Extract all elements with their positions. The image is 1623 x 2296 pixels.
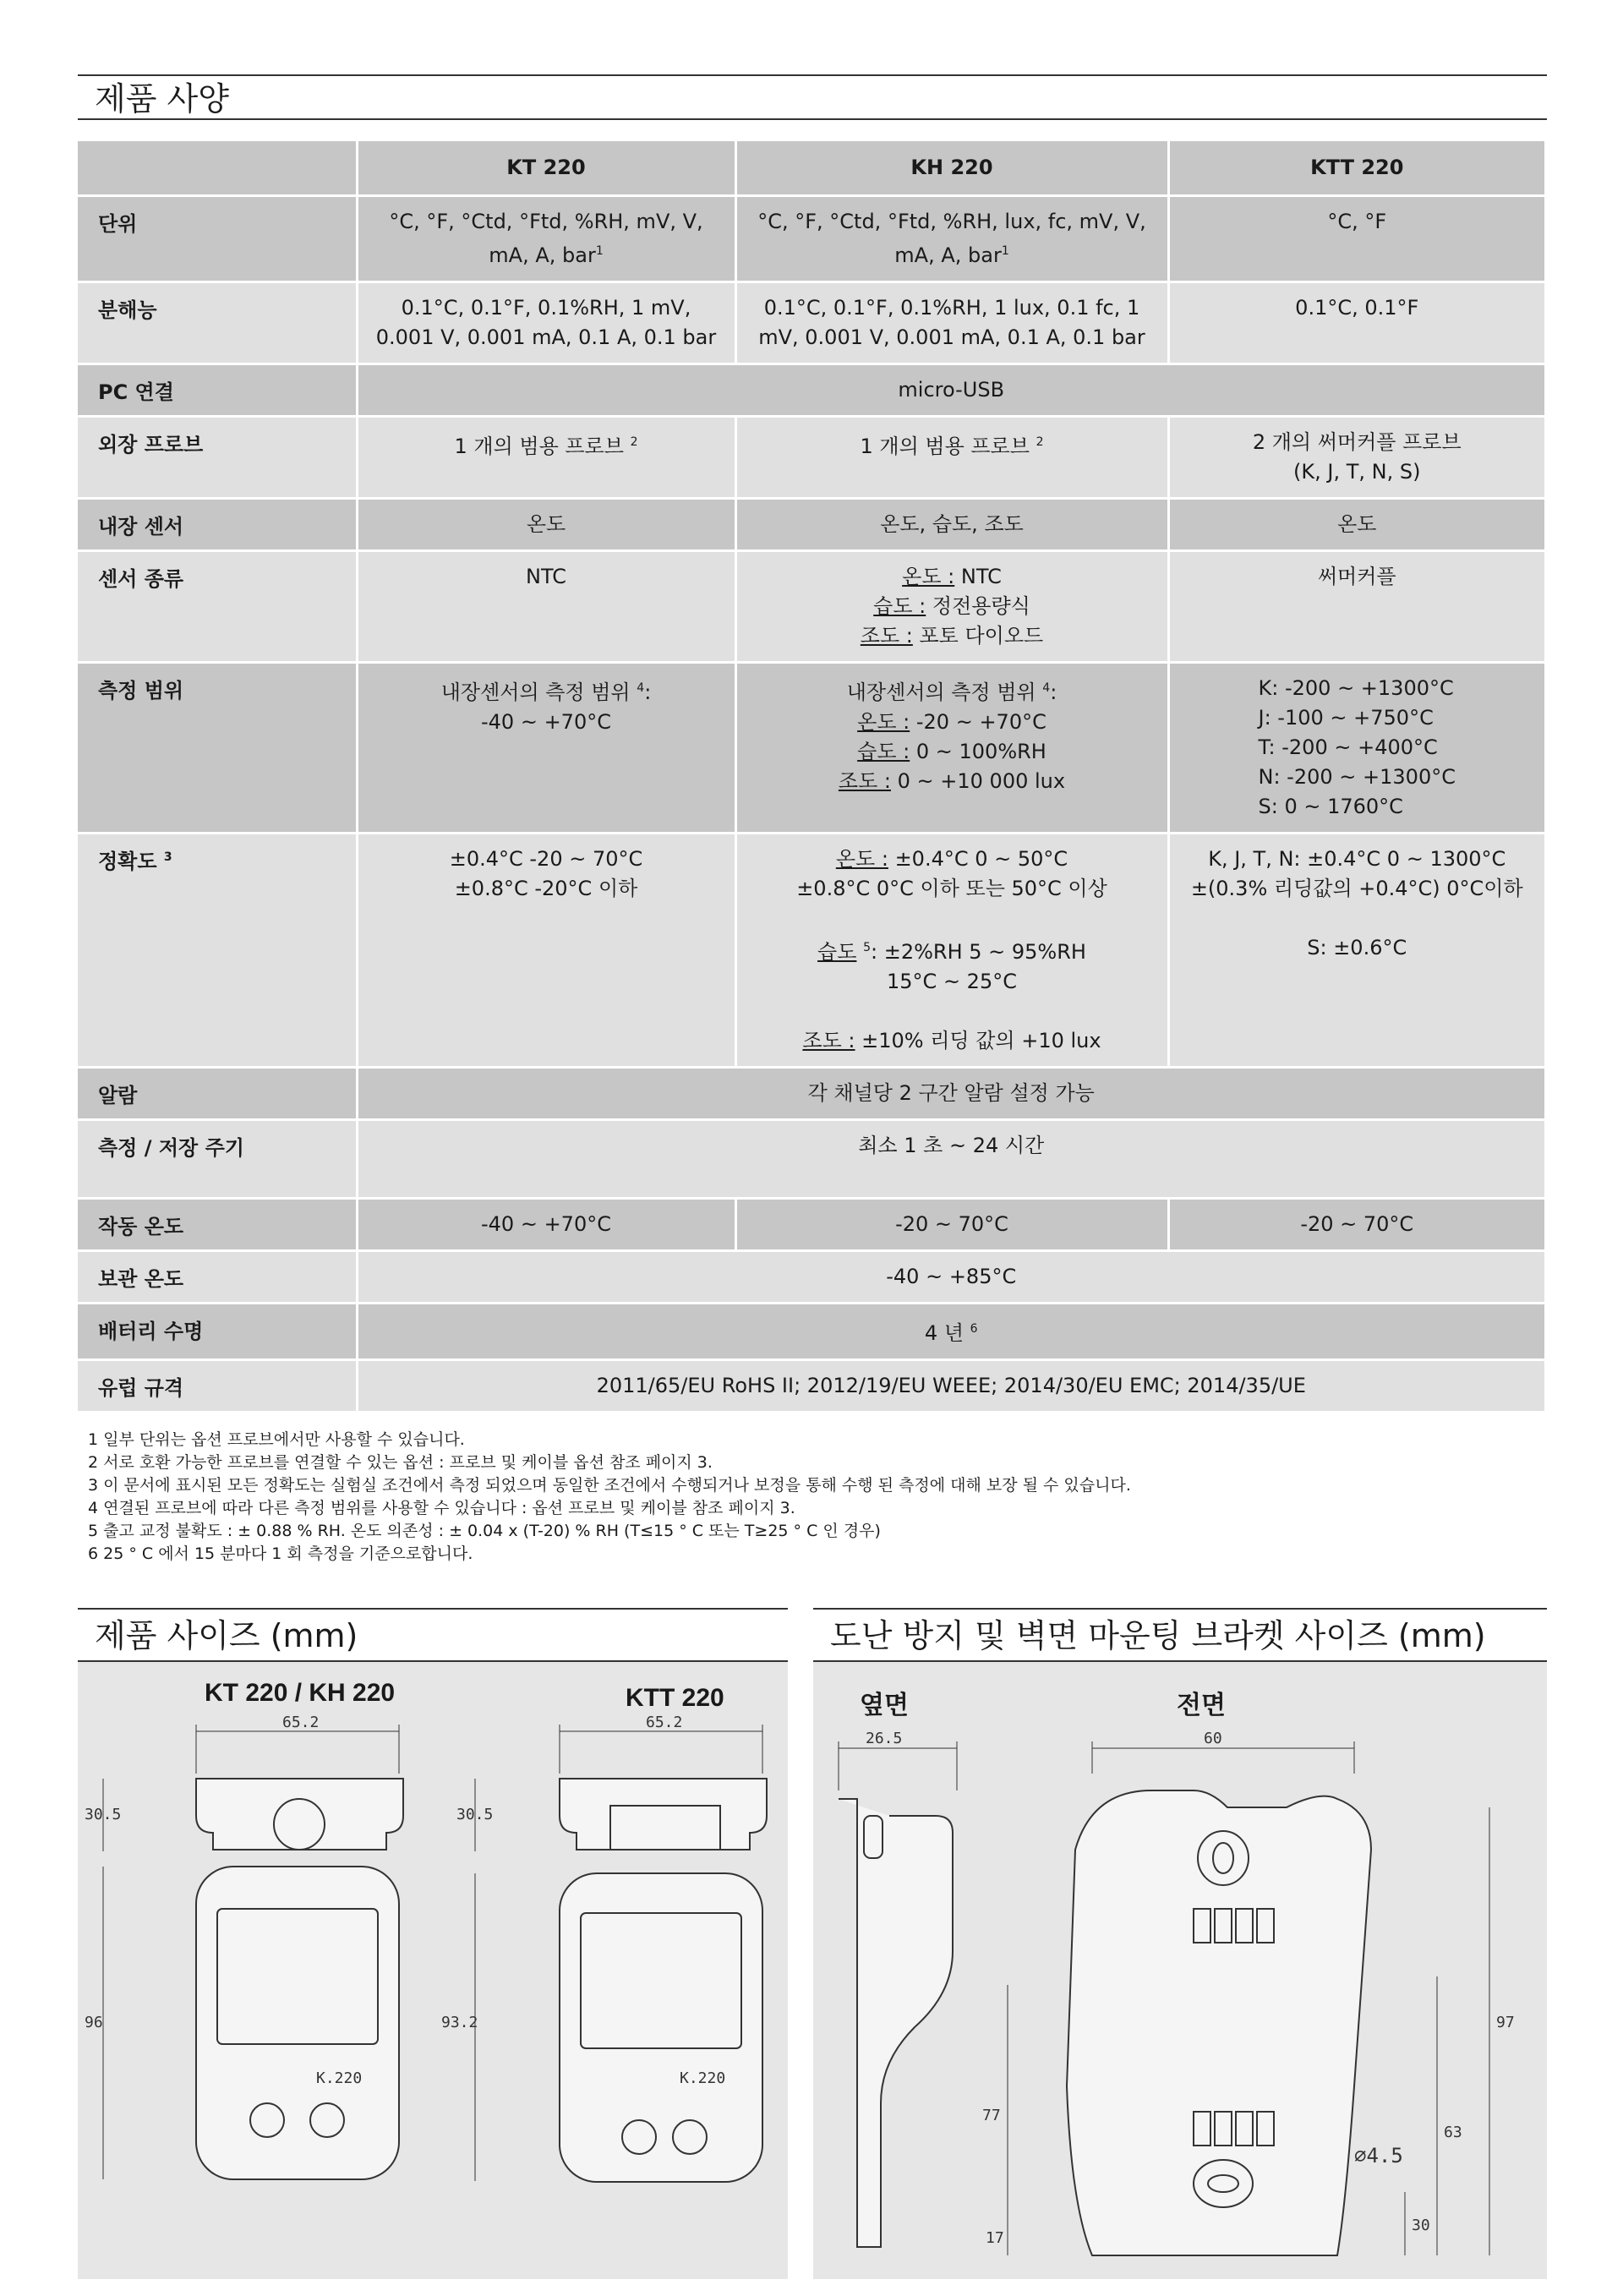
table-cell: 0.1°C, 0.1°F [1168, 282, 1546, 364]
cell-text: ±2%RH 5 ~ 95%RH [883, 939, 1086, 964]
row-label: 측정 범위 [78, 662, 357, 833]
table-cell [735, 662, 1168, 833]
cell-line [749, 708, 1156, 737]
cell-text: 1 개의 범용 프로브 [860, 434, 1030, 458]
spacer [1182, 904, 1533, 933]
cell-text: 0 ~ 100%RH [915, 739, 1046, 763]
cell-line: ±(0.3% 리딩값의 +0.4°C) 0°C이하 [1190, 876, 1523, 900]
dim-front-width: 60 [1204, 1730, 1222, 1747]
table-row [78, 1198, 1546, 1250]
table-cell: NTC [357, 550, 735, 662]
table-row [78, 195, 1546, 282]
footnote-mark: 2 [630, 435, 638, 449]
list-item: J: -100 ~ +750°C [1258, 705, 1434, 730]
dim-lower-slot: 63 [1444, 2124, 1462, 2141]
table-cell: 온도, 습도, 조도 [735, 498, 1168, 550]
row-label: 알람 [78, 1067, 357, 1119]
cell-text: 0 ~ +10 000 lux [897, 768, 1066, 793]
footnote-mark: 1 [1001, 243, 1009, 258]
row-label [78, 833, 357, 1067]
table-row [78, 550, 1546, 662]
cell-line: 내장센서의 측정 범위 $^4$: [846, 680, 1057, 704]
footnote: 2 서로 호환 가능한 프로브를 연결할 수 있는 옵션 : 프로브 및 케이블 옵션 참조 페이지 3. [88, 1453, 713, 1472]
table-cell [357, 1303, 1546, 1359]
cell-text: 정확도 [98, 849, 157, 873]
dim-upper-hole: 77 [982, 2107, 1001, 2124]
row-label: 내장 센서 [78, 498, 357, 550]
row-label: 분해능 [78, 282, 357, 364]
table-row [78, 1250, 1546, 1303]
footnote-mark: 4 [1042, 681, 1051, 695]
cell-line: K, J, T, N: ±0.4°C 0 ~ 1300°C [1208, 846, 1506, 871]
table-cell: 0.1°C, 0.1°F, 0.1%RH, 1 lux, 0.1 fc, 1 mV, 0.001 V, 0.001 mA, 0.1 A, 0.1 bar [735, 282, 1168, 364]
cell-line: 2 개의 써머커플 프로브 [1252, 429, 1462, 454]
footnote: 6 25 ° C 에서 15 분마다 1 회 측정을 기준으로합니다. [88, 1544, 473, 1563]
dim-depth-a: 30.5 [85, 1806, 122, 1823]
table-cell: -40 ~ +70°C [357, 1198, 735, 1250]
model-label-kt-kh: KT 220 / KH 220 [205, 1679, 396, 1707]
table-cell [1168, 416, 1546, 498]
cell-line [749, 1026, 1156, 1056]
cell-text: 조도 : [802, 1028, 855, 1052]
footnote-mark: 6 [970, 1321, 978, 1336]
dim-hole-height: 30 [1412, 2217, 1430, 2234]
table-cell [735, 416, 1168, 498]
cell-line: -40 ~ +70°C [481, 709, 611, 734]
dim-depth-b: 30.5 [456, 1806, 494, 1823]
table-cell: 각 채널당 2 구간 알람 설정 가능 [357, 1067, 1546, 1119]
table-cell: 온도 [357, 498, 735, 550]
table-cell: -20 ~ 70°C [1168, 1198, 1546, 1250]
table-cell [735, 550, 1168, 662]
bracket-size-title: 도난 방지 및 벽면 마운팅 브라켓 사이즈 (mm) [813, 1608, 1547, 1662]
product-size-title: 제품 사이즈 (mm) [78, 1608, 788, 1662]
bracket-drawing [813, 1664, 1547, 2279]
footnote-mark: 1 [595, 243, 604, 258]
cell-text: 포토 다이오드 [919, 623, 1044, 648]
cell-text: 내장센서의 측정 범위 [846, 680, 1036, 704]
row-label: PC 연결 [78, 364, 357, 416]
list-item: S: 0 ~ 1760°C [1258, 794, 1403, 818]
table-row [78, 364, 1546, 416]
column-header-kh220: KH 220 [735, 141, 1168, 195]
row-label: 측정 / 저장 주기 [78, 1119, 357, 1198]
model-text-a: K.220 [316, 2069, 363, 2087]
table-cell: 써머커플 [1168, 550, 1546, 662]
table-cell [357, 195, 735, 282]
table-cell [1168, 833, 1546, 1067]
table-row [78, 1119, 1546, 1198]
product-size-panel [78, 1608, 788, 2279]
cell-text: ±10% 리딩 값의 +10 lux [861, 1028, 1101, 1052]
cell-line [749, 737, 1156, 767]
table-header-row [78, 141, 1546, 195]
footnote-mark: 5 [863, 940, 871, 954]
model-text-b: K.220 [680, 2069, 726, 2087]
cell-text: 온도 : [835, 846, 888, 871]
model-label-ktt: KTT 220 [626, 1684, 724, 1712]
table-cell: °C, °F [1168, 195, 1546, 282]
list-item: K: -200 ~ +1300°C [1258, 675, 1454, 700]
footnotes [88, 1429, 1525, 1566]
spec-title: 제품 사양 [78, 74, 1547, 120]
dim-side-width: 26.5 [866, 1730, 903, 1747]
cell-text: 습도 [817, 939, 857, 964]
dim-bottom: 17 [986, 2229, 1004, 2247]
cell-text: 습도 : [857, 739, 910, 763]
dim-total-height: 97 [1496, 2014, 1515, 2031]
spec-table [78, 141, 1547, 1413]
row-label: 배터리 수명 [78, 1303, 357, 1359]
cell-line: 내장센서의 측정 범위 $^4$: [440, 680, 652, 704]
cell-text: 습도 : [873, 593, 926, 618]
footnote: 3 이 문서에 표시된 모든 정확도는 실험실 조건에서 측정 되었으며 동일한 조건에서 수행되거나 보정을 통해 수행 된 측정에 대해 보장 될 수 있습니다. [88, 1476, 1131, 1495]
dim-height-b: 93.2 [441, 2014, 478, 2031]
list-item: N: -200 ~ +1300°C [1258, 764, 1456, 789]
table-cell: 최소 1 초 ~ 24 시간 [357, 1119, 1546, 1198]
table-row [78, 833, 1546, 1067]
row-label: 보관 온도 [78, 1250, 357, 1303]
cell-line: 15°C ~ 25°C [887, 969, 1017, 993]
row-label: 단위 [78, 195, 357, 282]
column-header-ktt220: KTT 220 [1168, 141, 1546, 195]
cell-text: 1 개의 범용 프로브 [454, 434, 624, 458]
cell-text: ±0.4°C 0 ~ 50°C [894, 846, 1068, 871]
table-row [78, 1067, 1546, 1119]
cell-line [749, 621, 1156, 651]
footnote: 1 일부 단위는 옵션 프로브에서만 사용할 수 있습니다. [88, 1430, 465, 1449]
cell-line [749, 767, 1156, 796]
table-cell: micro-USB [357, 364, 1546, 416]
table-cell: 온도 [1168, 498, 1546, 550]
spacer [749, 904, 1156, 933]
row-label: 유럽 규격 [78, 1359, 357, 1412]
list-item: T: -200 ~ +400°C [1258, 735, 1438, 759]
cell-line: ±0.8°C -20°C 이하 [454, 876, 638, 900]
footnote-mark: 3 [163, 850, 172, 864]
footnote: 5 출고 교정 불확도 : ± 0.88 % RH. 온도 의존성 : ± 0.04 x (T-20) % RH (T≤15 ° C 또는 T≥25 ° C 인 경우) [88, 1522, 881, 1540]
cell-text: 내장센서의 측정 범위 [440, 680, 631, 704]
cell-line: ±0.4°C -20 ~ 70°C [449, 846, 643, 871]
front-view-label: 전면 [1177, 1692, 1226, 1719]
thermocouple-range-list [1259, 674, 1456, 822]
table-cell [735, 195, 1168, 282]
cell-text: °C, °F, °Ctd, °Ftd, %RH, mV, V, mA, A, bar [389, 209, 703, 267]
cell-text: 조도 : [860, 623, 913, 648]
column-header-kt220: KT 220 [357, 141, 735, 195]
table-cell: 2011/65/EU RoHS II; 2012/19/EU WEEE; 2014/30/EU EMC; 2014/35/UE [357, 1359, 1546, 1412]
table-cell [1168, 662, 1546, 833]
table-row [78, 498, 1546, 550]
cell-text: 온도 : [902, 564, 955, 588]
cell-text: -20 ~ +70°C [915, 709, 1046, 734]
row-label: 외장 프로브 [78, 416, 357, 498]
empty-header-cell [78, 141, 357, 195]
table-row [78, 282, 1546, 364]
cell-text: 조도 : [838, 768, 891, 793]
cell-text: NTC [960, 564, 1002, 588]
table-cell [357, 662, 735, 833]
cell-line: 습도 $^5$: ±2%RH 5 ~ 95%RH [817, 939, 1086, 964]
cell-text: °C, °F, °Ctd, °Ftd, %RH, lux, fc, mV, V, mA, A, bar [757, 209, 1146, 267]
footnote: 4 연결된 프로브에 따라 다른 측정 범위를 사용할 수 있습니다 : 옵션 프로브 및 케이블 참조 페이지 3. [88, 1499, 795, 1517]
row-label: 작동 온도 [78, 1198, 357, 1250]
table-row [78, 1303, 1546, 1359]
table-row [78, 416, 1546, 498]
cell-line [749, 562, 1156, 592]
footnote-mark: 4 [637, 681, 645, 695]
table-cell: -40 ~ +85°C [357, 1250, 1546, 1303]
table-row [78, 662, 1546, 833]
table-cell: 0.1°C, 0.1°F, 0.1%RH, 1 mV, 0.001 V, 0.001 mA, 0.1 A, 0.1 bar [357, 282, 735, 364]
cell-line [749, 592, 1156, 621]
table-cell [357, 416, 735, 498]
table-cell [357, 833, 735, 1067]
dim-width-b: 65.2 [646, 1714, 683, 1731]
table-row [78, 1359, 1546, 1412]
dim-hole-diameter: ⌀4.5 [1354, 2144, 1403, 2168]
cell-text: 정전용량식 [932, 593, 1030, 618]
dim-height-a: 96 [85, 2014, 103, 2031]
cell-line [749, 845, 1156, 874]
cell-text: 온도 : [857, 709, 910, 734]
product-drawing [78, 1664, 788, 2279]
row-label: 센서 종류 [78, 550, 357, 662]
side-view-label: 옆면 [860, 1692, 909, 1719]
spacer [749, 997, 1156, 1026]
cell-text: 4 년 [924, 1320, 965, 1345]
cell-line: (K, J, T, N, S) [1293, 459, 1421, 484]
table-cell [735, 833, 1168, 1067]
dim-width-a: 65.2 [282, 1714, 320, 1731]
cell-line: ±0.8°C 0°C 이하 또는 50°C 이상 [796, 876, 1107, 900]
footnote-mark: 2 [1036, 435, 1044, 449]
bracket-size-panel [813, 1608, 1547, 2279]
cell-line: S: ±0.6°C [1307, 935, 1407, 959]
table-cell: -20 ~ 70°C [735, 1198, 1168, 1250]
